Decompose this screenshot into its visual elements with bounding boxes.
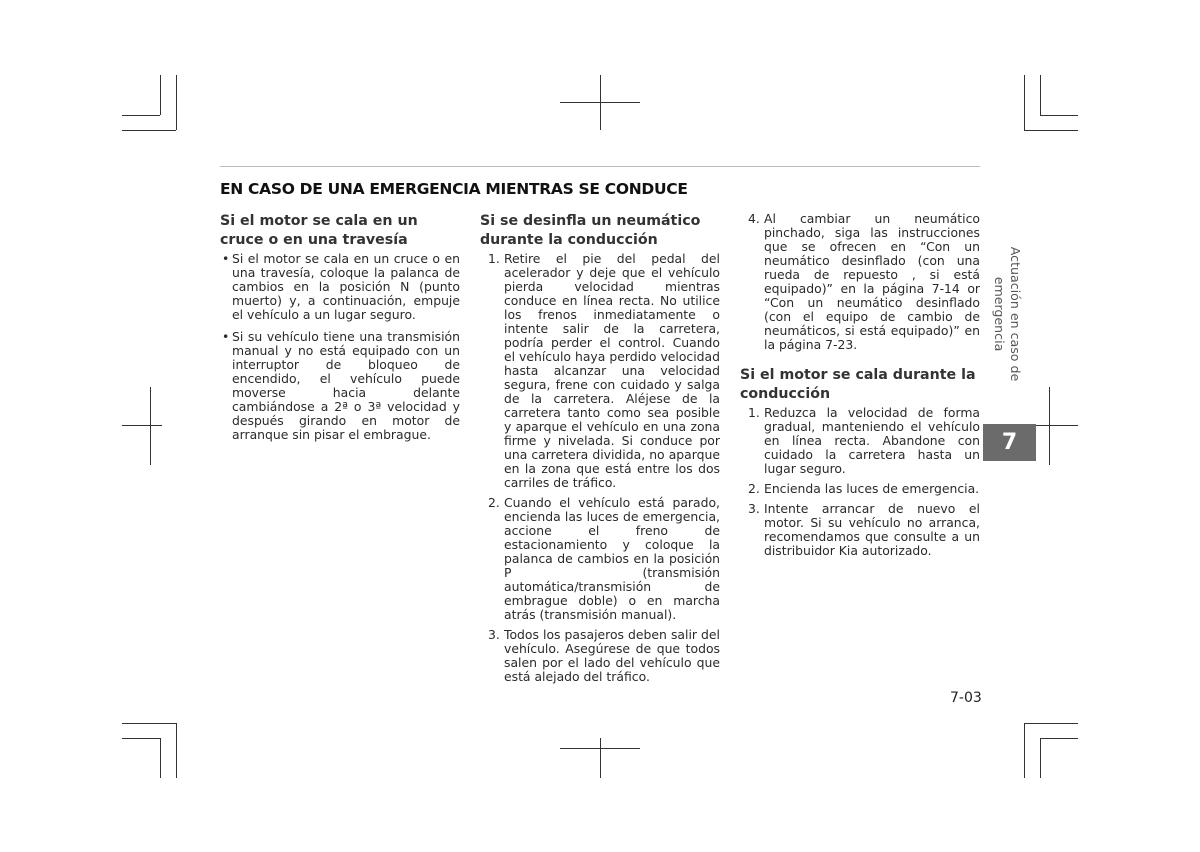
bullet-icon: • <box>222 251 230 266</box>
chapter-side-label: Actuación en caso de emergencia <box>992 246 1023 382</box>
list-item: • Si su vehículo tiene una transmisión manual y no está equipado con un interruptor de bloqueo de encendido, el vehículo puede moverse hacia delante cambiándose a 2ª o 3ª velocidad y después girando en motor de arranque sin pisar el embrague. <box>222 329 460 442</box>
list-item: 1. Reduzca la velocidad de forma gradual, manteniendo el vehículo en línea recta. Abandone con cuidado la carretera hasta un lugar seguro. <box>748 405 980 476</box>
registration-mark <box>1049 387 1050 465</box>
list-item: • Si el motor se cala en un cruce o en una travesía, coloque la palanca de cambios en la posición N (punto muerto) y, a continuación, empuje el vehículo a un lugar seguro. <box>222 251 460 322</box>
column-right <box>740 212 980 564</box>
step-list <box>740 406 980 558</box>
header-rule <box>220 166 980 167</box>
list-item: 2. Encienda las luces de emergencia. <box>748 481 980 496</box>
crop-mark <box>122 723 176 724</box>
column-middle <box>480 212 720 690</box>
crop-mark <box>122 738 160 739</box>
crop-mark <box>1040 738 1041 778</box>
chapter-number-badge: 7 <box>983 424 1036 461</box>
page-number: 7-03 <box>950 690 982 706</box>
section-title-stall-driving: Si el motor se cala durante la conducción <box>740 367 976 402</box>
list-item: 1. Retire el pie del pedal del acelerador y deje que el vehículo pierda velocidad mientras conduce en línea recta. No utilice los frenos inmediatamente o intente salir de la carretera, podría perder el control. Cuando el vehículo haya perdido velocidad hasta alcanzar una velocidad segura, frene con cuidado y salga de la carretera. Aléjese de la carretera tanto como sea posible y aparque el vehículo en una zona firme y nivelada. Si conduce por una carretera dividida, no aparque en la zona que está entre los dos carriles de tráfico. <box>488 251 720 490</box>
crop-mark <box>1040 75 1041 115</box>
bullet-list <box>220 252 460 442</box>
crop-mark <box>1024 130 1078 131</box>
crop-mark <box>122 115 160 116</box>
crop-mark <box>1024 723 1078 724</box>
list-item: 3. Intente arrancar de nuevo el motor. Si su vehículo no arranca, recomendamos que consulte a un distribuidor Kia autorizado. <box>748 501 980 558</box>
section-title-stall-crossing: Si el motor se cala en un cruce o en una travesía <box>220 213 418 248</box>
crop-mark <box>160 738 161 778</box>
registration-mark <box>600 75 601 130</box>
registration-mark <box>600 738 601 778</box>
step-list-continued <box>740 212 980 352</box>
registration-mark <box>1036 425 1078 426</box>
crop-mark <box>1024 75 1025 130</box>
bullet-icon: • <box>222 329 230 344</box>
page-title: EN CASO DE UNA EMERGENCIA MIENTRAS SE CONDUCE <box>220 180 688 198</box>
crop-mark <box>160 75 161 115</box>
crop-mark <box>1024 723 1025 778</box>
step-list <box>480 252 720 684</box>
list-item: 3. Todos los pasajeros deben salir del vehículo. Asegúrese de que todos salen por el lado del vehículo que está alejado del tráfico. <box>488 627 720 684</box>
list-item: 4. Al cambiar un neumático pinchado, siga las instrucciones que se ofrecen en “Con un neumático desinflado (con una rueda de repuesto , si está equipado)” en la página 7-14 or “Con un neumático desinflado (con el equipo de cambio de neumáticos, si está equipado)” en la página 7-23. <box>748 211 980 352</box>
crop-mark <box>176 723 177 778</box>
crop-mark <box>176 75 177 130</box>
registration-mark <box>150 387 151 465</box>
column-left <box>220 212 460 450</box>
registration-mark <box>122 425 162 426</box>
list-item: 2. Cuando el vehículo está parado, encienda las luces de emergencia, accione el freno de estacionamiento y coloque la palanca de cambios en la posición P (transmisión automática/transmisión de embrague doble) o en marcha atrás (transmisión manual). <box>488 495 720 622</box>
crop-mark <box>1040 115 1078 116</box>
crop-mark <box>122 130 176 131</box>
crop-mark <box>1040 738 1078 739</box>
section-title-flat-tire: Si se desinfla un neumático durante la conducción <box>480 213 701 248</box>
